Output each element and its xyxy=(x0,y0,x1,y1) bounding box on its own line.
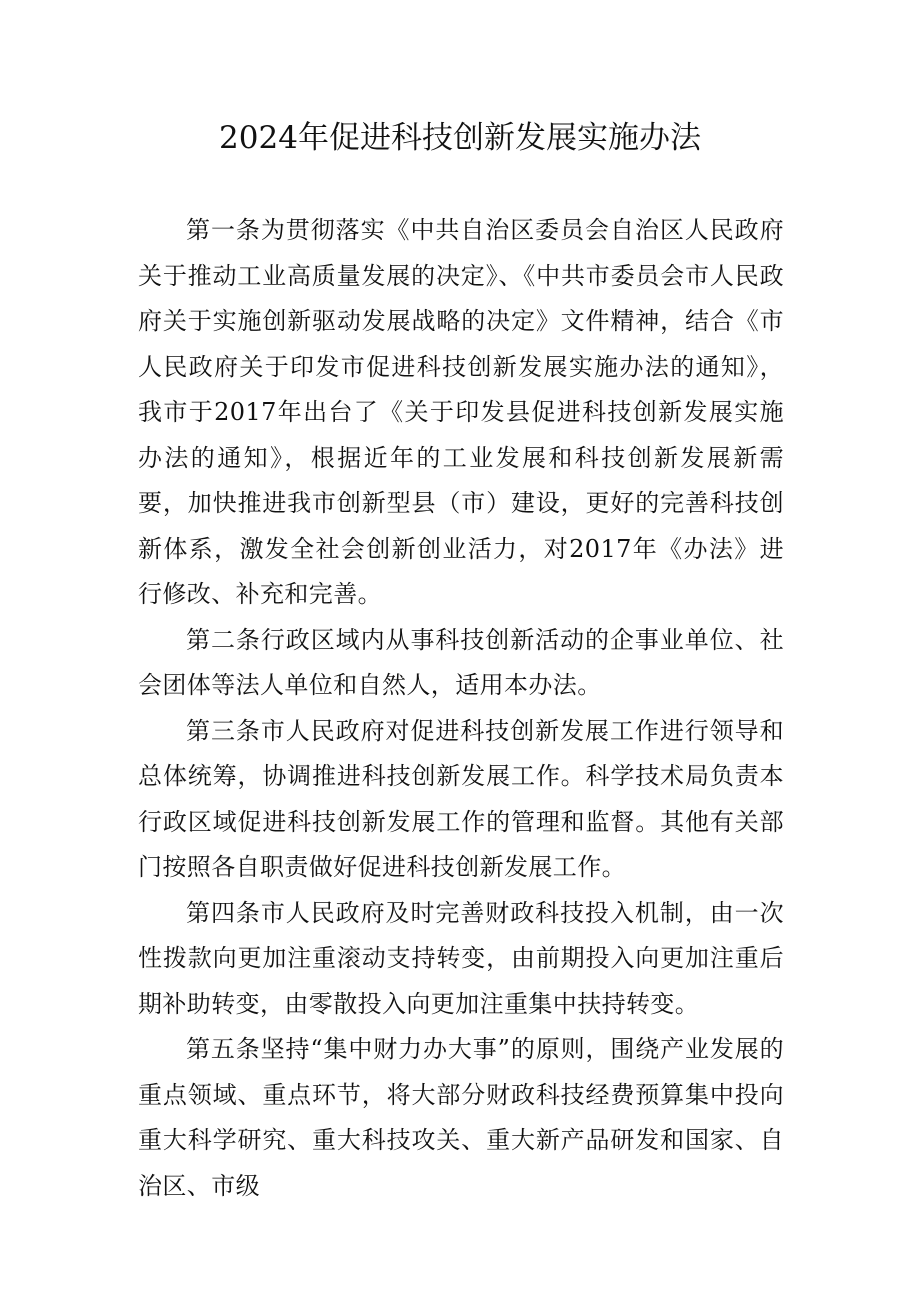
article-4-paragraph: 第四条市人民政府及时完善财政科技投入机制，由一次性拨款向更加注重滚动支持转变，由前期投入向更加注重后期补助转变，由零散投入向更加注重集中扶持转变。 xyxy=(138,898,784,1018)
article-3-paragraph: 第三条市人民政府对促进科技创新发展工作进行领导和总体统筹，协调推进科技创新发展工作。科学技术局负责本行政区域促进科技创新发展工作的管理和监督。其他有关部门按照各自职责做好促进科技创新发展工作。 xyxy=(138,716,784,881)
document-body xyxy=(138,208,784,1209)
article-5-paragraph: 第五条坚持“集中财力办大事”的原则，围绕产业发展的重点领域、重点环节，将大部分财政科技经费预算集中投向重大科学研究、重大科技攻关、重大新产品研发和国家、自治区、市级 xyxy=(138,1035,784,1200)
article-1-paragraph: 第一条为贯彻落实《中共自治区委员会自治区人民政府关于推动工业高质量发展的决定》、《中共市委员会市人民政府关于实施创新驱动发展战略的决定》文件精神，结合《市人民政府关于印发市促进科技创新发展实施办法的通知》，我市于2017年出台了《关于印发县促进科技创新发展实施办法的通知》，根据近年的工业发展和科技创新发展新需要，加快推进我市创新型县（市）建设，更好的完善科技创新体系，激发全社会创新创业活力，对2017年《办法》进行修改、补充和完善。 xyxy=(138,216,784,608)
article-2-paragraph: 第二条行政区域内从事科技创新活动的企事业单位、社会团体等法人单位和自然人，适用本办法。 xyxy=(138,625,784,699)
document-title: 2024年促进科技创新发展实施办法 xyxy=(219,120,701,156)
